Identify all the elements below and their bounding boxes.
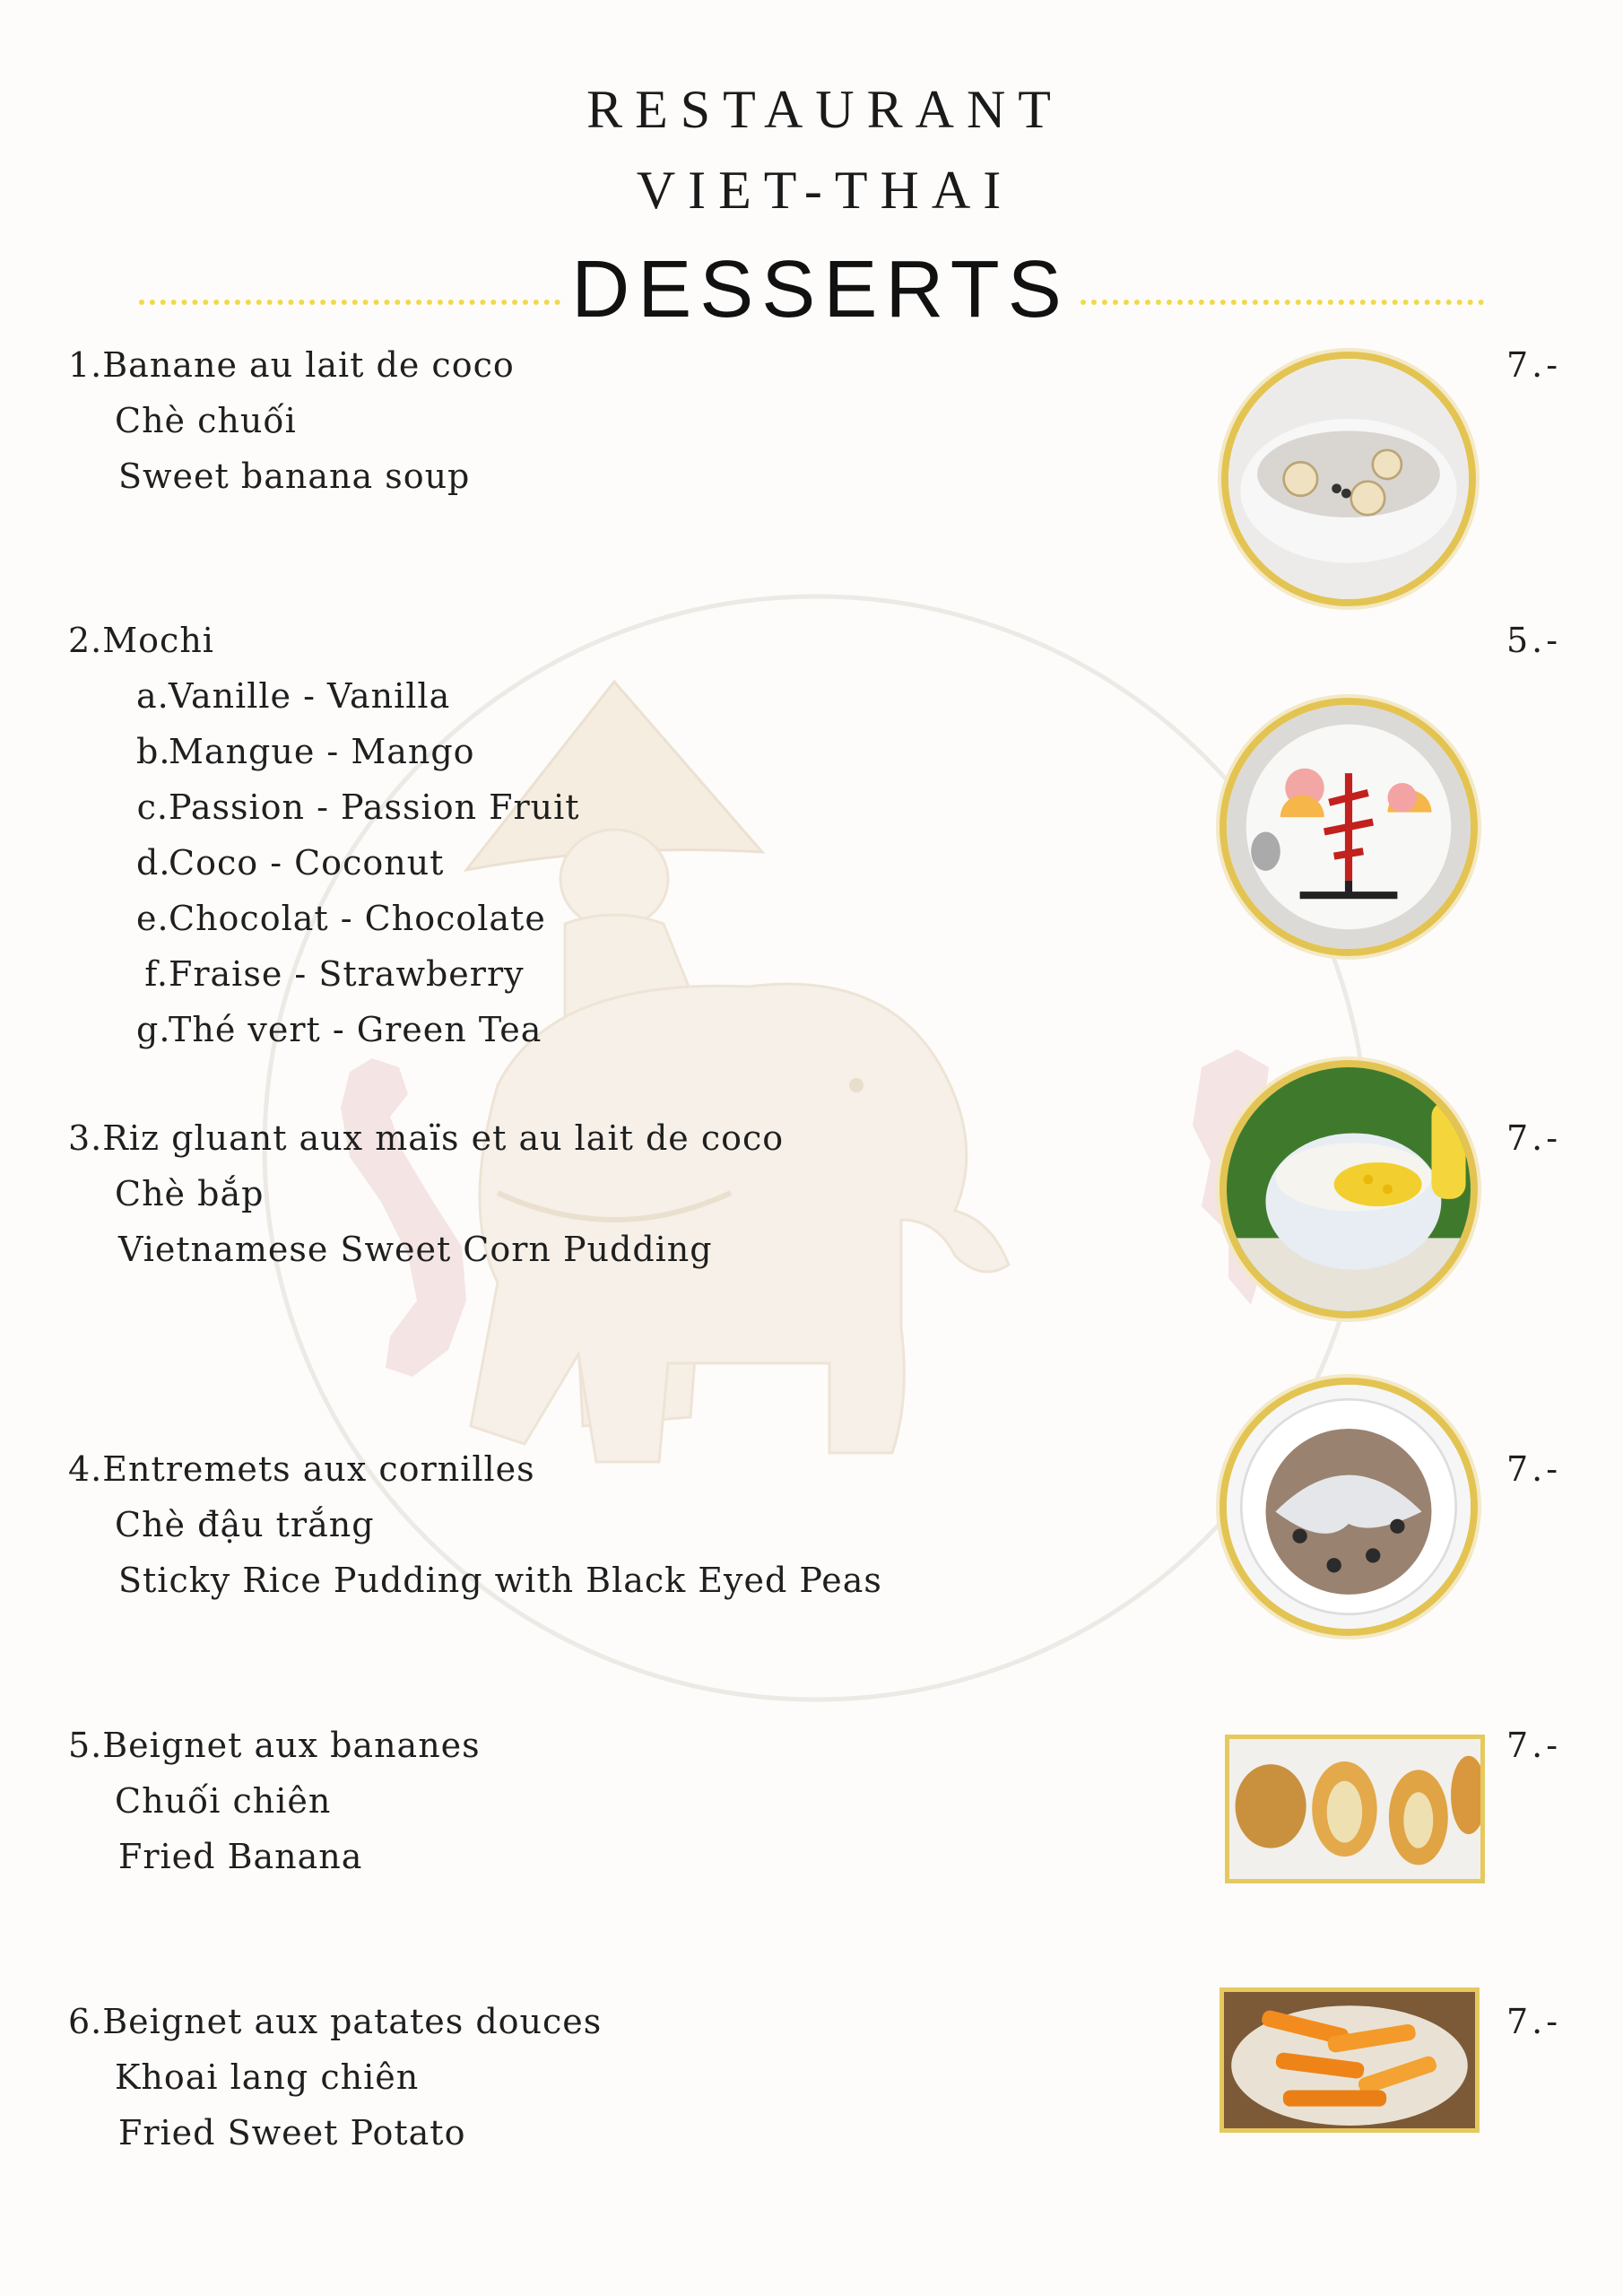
item-6-vietnamese: Khoai lang chiên <box>115 2057 420 2097</box>
item-5-name: 5.Beignet aux bananes <box>68 1726 481 1765</box>
mochi-option-c-label: Passion - Passion Fruit <box>169 787 580 827</box>
mochi-photo-icon <box>1219 698 1478 956</box>
mochi-option-f-label: Fraise - Strawberry <box>169 954 525 994</box>
item-1-price: 7.- <box>1506 345 1562 385</box>
mochi-option-g-label: Thé vert - Green Tea <box>169 1010 542 1049</box>
mochi-option-a-label: Vanille - Vanilla <box>169 676 451 716</box>
right-dotted-divider <box>1081 300 1484 305</box>
item-1-english: Sweet banana soup <box>118 457 471 496</box>
mochi-option-c <box>136 787 580 827</box>
item-3-name: 3.Riz gluant aux maïs et au lait de coco <box>68 1118 785 1158</box>
restaurant-name-line2: VIET-THAI <box>636 161 1014 220</box>
item-4-name: 4.Entremets aux cornilles <box>68 1449 535 1489</box>
mochi-option-e-label: Chocolat - Chocolate <box>169 899 546 938</box>
item-5-english: Fried Banana <box>118 1837 363 1876</box>
mochi-option-f <box>136 954 525 994</box>
mochi-option-d <box>136 843 444 883</box>
banana-soup-photo-icon <box>1221 352 1476 606</box>
mochi-option-d-label: Coco - Coconut <box>169 843 445 883</box>
item-2-name: 2.Mochi <box>68 621 214 660</box>
item-3-english: Vietnamese Sweet Corn Pudding <box>118 1230 713 1269</box>
item-1-vietnamese: Chè chuối <box>115 401 297 440</box>
item-5-vietnamese: Chuối chiên <box>115 1781 332 1821</box>
restaurant-name-line1: RESTAURANT <box>586 80 1063 139</box>
section-heading: DESSERTS <box>571 245 1070 335</box>
corn-pudding-photo-icon <box>1219 1060 1478 1318</box>
mochi-option-g-letter: g. <box>136 1010 171 1049</box>
item-6-name: 6.Beignet aux patates douces <box>68 2002 603 2041</box>
mochi-option-b <box>136 732 475 771</box>
mochi-option-a-letter: a. <box>136 676 169 716</box>
item-3-vietnamese: Chè bắp <box>115 1174 265 1213</box>
item-6-price: 7.- <box>1506 2002 1562 2041</box>
fried-sweet-potato-photo-icon <box>1219 1987 1480 2133</box>
fried-banana-photo-icon <box>1225 1735 1485 1883</box>
mochi-option-e <box>136 899 546 938</box>
item-4-vietnamese: Chè đậu trắng <box>115 1505 375 1544</box>
mochi-option-c-letter: c. <box>136 787 169 827</box>
item-3-price: 7.- <box>1506 1118 1562 1158</box>
black-eyed-peas-pudding-photo-icon <box>1219 1378 1478 1636</box>
item-4-price: 7.- <box>1506 1449 1562 1489</box>
item-2-price: 5.- <box>1506 621 1562 660</box>
item-6-english: Fried Sweet Potato <box>118 2113 466 2152</box>
mochi-option-e-letter: e. <box>136 899 169 938</box>
mochi-option-d-letter: d. <box>136 843 171 883</box>
item-1-name: 1.Banane au lait de coco <box>68 345 515 385</box>
item-5-price: 7.- <box>1506 1726 1562 1765</box>
mochi-option-a <box>136 676 450 716</box>
mochi-option-g <box>136 1010 542 1049</box>
mochi-option-b-label: Mangue - Mango <box>169 732 475 771</box>
mochi-option-f-letter: f. <box>144 954 169 994</box>
item-4-english: Sticky Rice Pudding with Black Eyed Peas <box>118 1561 882 1600</box>
mochi-option-b-letter: b. <box>136 732 171 771</box>
